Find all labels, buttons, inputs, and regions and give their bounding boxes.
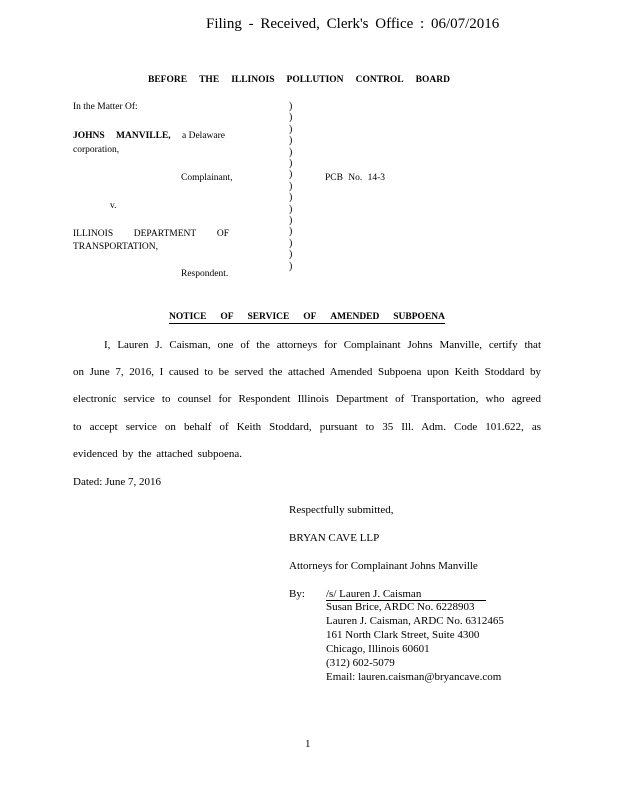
by-label: By: — [289, 588, 305, 600]
party1-word: MANVILLE, — [116, 131, 171, 141]
body-line: evidenced by the attached subpoena. — [73, 448, 242, 460]
party2-word: OF — [216, 229, 229, 239]
board-heading-word: CONTROL — [355, 75, 404, 85]
respondent-label: Respondent. — [181, 269, 229, 279]
body-line: on June 7, 2016, I caused to be served the attached Amended Subpoena upon Keith Stoddard by — [73, 366, 541, 378]
party2-line1 — [73, 229, 229, 239]
notice-title-word: NOTICE — [169, 312, 207, 322]
email-line: Email: lauren.caisman@bryancave.com — [326, 671, 502, 683]
notice-title-word: OF — [220, 312, 234, 322]
board-heading-word: ILLINOIS — [231, 75, 275, 85]
board-heading — [148, 75, 450, 85]
page-number: 1 — [305, 738, 311, 750]
filing-stamp: Filing - Received, Clerk's Office : 06/07/2016 — [206, 16, 500, 32]
notice-title-word: SUBPOENA — [393, 312, 445, 322]
board-heading-word: BEFORE — [148, 75, 188, 85]
signature-line: /s/ Lauren J. Caisman — [326, 588, 486, 601]
contact-line: Susan Brice, ARDC No. 6228903 — [326, 601, 475, 613]
complainant-label: Complainant, — [181, 173, 233, 183]
notice-title-word: SERVICE — [247, 312, 290, 322]
contact-line: Lauren J. Caisman, ARDC No. 6312465 — [326, 615, 504, 627]
contact-line: 161 North Clark Street, Suite 4300 — [326, 629, 480, 641]
body-line: I, Lauren J. Caisman, one of the attorneys for Complainant Johns Manville, certify that — [104, 339, 541, 351]
board-heading-word: POLLUTION — [286, 75, 344, 85]
contact-line: Chicago, Illinois 60601 — [326, 643, 430, 655]
attorneys-for: Attorneys for Complainant Johns Manville — [289, 560, 478, 572]
party1-line1 — [73, 131, 225, 141]
party1-word: JOHNS — [73, 131, 105, 141]
dated-line: Dated: June 7, 2016 — [73, 476, 161, 488]
notice-title — [169, 312, 445, 324]
case-label: PCB — [325, 173, 343, 183]
contact-line: (312) 602-5079 — [326, 657, 395, 669]
board-heading-word: BOARD — [415, 75, 450, 85]
notice-title-word: OF — [303, 312, 317, 322]
party1-line2: corporation, — [73, 145, 120, 155]
body-line: to accept service on behalf of Keith Stoddard, pursuant to 35 Ill. Adm. Code 101.622, as — [73, 421, 541, 433]
firm-name: BRYAN CAVE LLP — [289, 532, 380, 544]
notice-title-word: AMENDED — [330, 312, 380, 322]
case-number-value: 14-3 — [367, 173, 385, 183]
case-no-label: No. — [348, 173, 363, 183]
versus: v. — [110, 201, 117, 211]
case-number — [325, 173, 385, 183]
party1-word: a Delaware — [182, 131, 225, 141]
party2-word: ILLINOIS — [73, 229, 114, 239]
board-heading-word: THE — [199, 75, 220, 85]
caption-parentheses: ) ) ) ) ) ) ) ) ) ) ) ) ) ) ) — [289, 101, 293, 272]
party2-line2: TRANSPORTATION, — [73, 242, 158, 252]
party2-word: DEPARTMENT — [133, 229, 197, 239]
in-the-matter: In the Matter Of: — [73, 102, 138, 112]
body-line: electronic service to counsel for Respondent Illinois Department of Transportation, who agreed — [73, 393, 541, 405]
closing: Respectfully submitted, — [289, 504, 394, 516]
